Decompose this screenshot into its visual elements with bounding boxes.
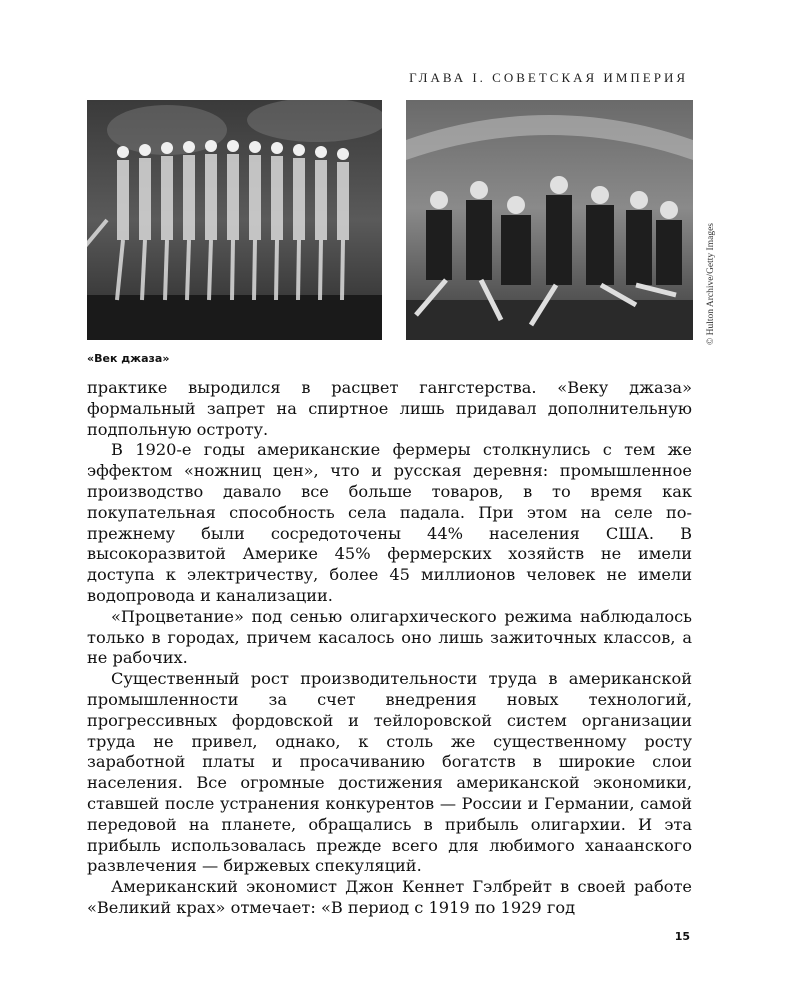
dancing-couples-photo (406, 100, 693, 340)
page-number: 15 (674, 930, 690, 943)
body-text (87, 378, 692, 919)
paragraph: В 1920-е годы американские фермеры столкнулись с тем же эффектом «ножниц цен», что и русская деревня: промышленное производство давало все больше товаров, в то время как покупательная способность села падала. При этом на селе по-прежнему были сосредоточены 44% населения США. В высокоразвитой Америке 45% фермерских хозяйств не имели доступа к электричеству, более 45 миллионов человек не имели водопровода и канализации. (87, 440, 692, 605)
running-head: ГЛАВА I. СОВЕТСКАЯ ИМПЕРИЯ (409, 70, 688, 85)
paragraph: «Процветание» под сенью олигархического режима наблюдалось только в городах, причем касалось оно лишь зажиточных классов, а не рабочих. (87, 606, 692, 668)
paragraph: Американский экономист Джон Кеннет Гэлбрейт в своей работе «Великий крах» отмечает: «В период с 1919 по 1929 год (87, 877, 692, 917)
figure-caption: «Век джаза» (87, 352, 170, 365)
photo-credit: © Hulton Archive/Getty Images (706, 223, 716, 345)
chorus-line-photo (87, 100, 382, 340)
paragraph: Существенный рост производительности труда в американской промышленности за счет внедрения новых технологий, прогрессивных фордовской и тейлоровской систем организации труда не привел, однако, к столь же существенному росту заработной платы и просачиванию богатств в широкие слои населения. Все огромные достижения американской экономики, ставшей после устранения конкурентов — России и Германии, самой передовой на планете, обращались в прибыль олигархии. И эта прибыль использовалась прежде всего для любимого ханаанского развлечения — биржевых спекуляций. (87, 669, 692, 876)
dancing-couples-image-icon (406, 100, 693, 340)
paragraph: практике выродился в расцвет гангстерства. «Веку джаза» формальный запрет на спиртное лишь придавал дополнительную подпольную остроту. (87, 378, 692, 439)
chorus-line-image-icon (87, 100, 382, 340)
